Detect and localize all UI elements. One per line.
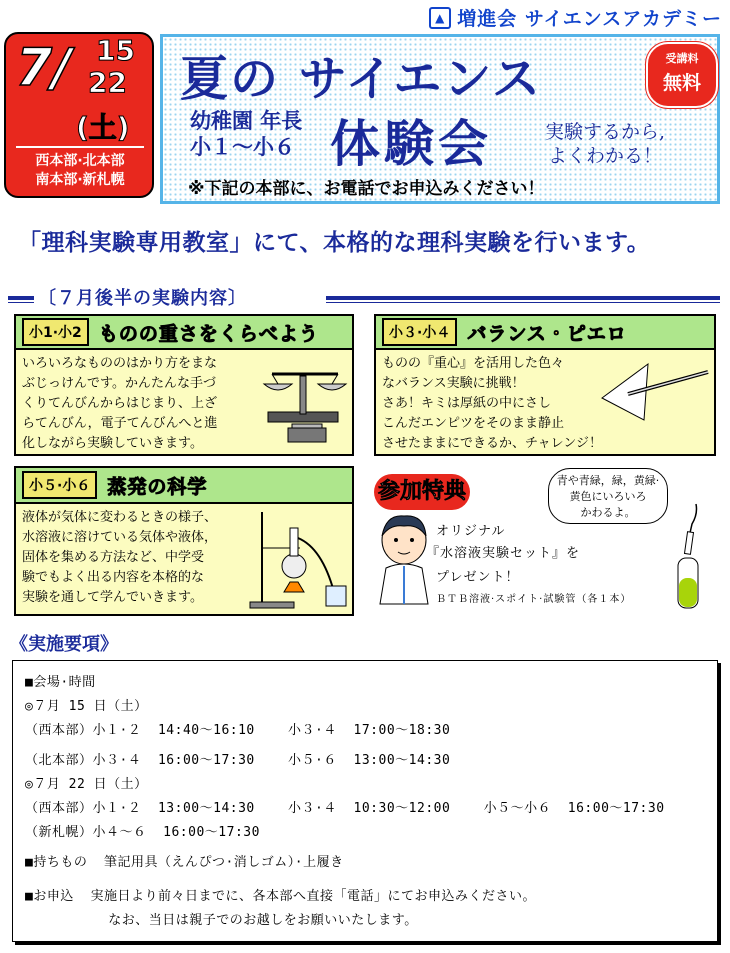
event-title-sub: 体験会 <box>330 115 492 173</box>
card-3-line: 水溶液に溶けている気体や液体， <box>22 530 218 545</box>
bonus-line-2: 『水溶液実験セット』を <box>426 546 581 561</box>
card-2-header <box>376 316 714 350</box>
summary-box <box>12 660 718 942</box>
card-3-line: 験でもよく出る内容を本格的な <box>22 570 205 585</box>
experiment-card-2 <box>374 314 716 456</box>
branch-line-2: 南本部·新札幌 <box>35 172 125 188</box>
summary-line: ■お申込 実施日より前々日までに、各本部へ直接「電話」にてお申込みください。 <box>25 889 536 904</box>
fee-value: 無料 <box>662 72 701 94</box>
org-name-text: 増進会 サイエンスアカデミー <box>457 8 722 30</box>
apply-note: ※下記の本部に、お電話でお申込みください！ <box>188 179 545 199</box>
section-rule-left-thin <box>8 302 34 303</box>
bubble-line: 黄色にいろいろ <box>569 490 647 503</box>
card-3-text <box>22 508 217 608</box>
org-logo-icon: ▲ <box>429 7 451 29</box>
test-tube-dropper-icon <box>668 502 708 614</box>
card-3-line: 実験を通して学んでいきます。 <box>22 590 203 605</box>
card-1-grade: 小1·小2 <box>22 318 89 346</box>
org-name <box>429 4 722 31</box>
bonus-badge: 参加特典 <box>374 474 470 510</box>
target-grades <box>190 108 302 160</box>
card-1-line: くりてんびんからはじまり、上ざ <box>22 396 218 411</box>
summary-line: なお、当日は親子でのお越しをお願いいたします。 <box>25 913 418 928</box>
section-rule-left <box>8 296 34 300</box>
summary-line: （新札幌）小４～６ 16:00～17:30 <box>25 825 260 840</box>
catch-line-1: 実験するから, <box>545 121 666 143</box>
card-3-header <box>16 468 352 504</box>
summary-line: ◎７月 15 日（土） <box>25 699 148 714</box>
card-1-body <box>16 350 352 454</box>
card-2-body <box>376 350 714 454</box>
date-weekday: (土) <box>76 111 130 144</box>
card-3-line: 液体が気体に変わるときの様子、 <box>22 510 218 525</box>
summary-line: （西本部）小１·２ 13:00～14:30 小３·４ 10:30～12:00 小５～小６ 16:00～17:30 <box>25 801 665 816</box>
summary-line: ■会場·時間 <box>25 675 96 690</box>
speech-bubble <box>548 468 668 524</box>
date-day-1: 15 <box>96 34 135 67</box>
date-day-2: 22 <box>88 66 127 99</box>
event-title-main: 夏の サイエンス <box>180 51 542 107</box>
catch-copy <box>545 120 665 168</box>
card-2-line: なバランス実験に挑戦！ <box>382 376 525 391</box>
card-3-line: 固体を集める方法など、中学受 <box>22 550 205 565</box>
summary-line: ■持ちもの 筆記用具（えんぴつ·消しゴム）·上履き <box>25 855 344 870</box>
fee-badge <box>646 42 718 108</box>
fee-label: 受講料 <box>665 52 699 65</box>
bubble-line: 青や青緑，緑，黄緑· <box>556 474 660 487</box>
catch-line-2: よくわかる！ <box>548 145 663 167</box>
card-1-line: 化しながら実験していきます。 <box>22 436 203 451</box>
grade-line-2: 小１～小６ <box>190 135 295 159</box>
card-3-body <box>16 504 352 614</box>
section-title: 〔７月後半の実験内容〕 <box>38 288 247 309</box>
card-1-title: ものの重さをくらべよう <box>98 322 319 345</box>
distillation-apparatus-icon <box>242 508 350 612</box>
balance-pencil-icon <box>598 358 712 438</box>
grade-line-1: 幼稚園 年長 <box>190 109 303 133</box>
card-2-line: させたままにできるか、チャレンジ！ <box>382 436 602 451</box>
section-rule-right <box>326 296 720 300</box>
card-1-line: ぶじっけんです。かんたんな手づ <box>22 376 216 391</box>
tagline: 「理科実験専用教室」にて、本格的な理科実験を行います。 <box>18 230 651 256</box>
card-1-line: いろいろなもののはかり方をまな <box>22 356 218 371</box>
card-2-line: ものの『重心』を活用した色々 <box>382 356 565 371</box>
card-1-header <box>16 316 352 350</box>
card-3-grade: 小５·小６ <box>22 471 97 499</box>
experiment-card-3 <box>14 466 354 616</box>
summary-line: （北本部）小３·４ 16:00～17:30 小５·６ 13:00～14:30 <box>25 753 451 768</box>
card-2-text <box>382 354 602 454</box>
card-1-text <box>22 354 217 454</box>
card-2-line: さあ！キミは厚紙の中にさし <box>382 396 552 411</box>
bonus-line-4: ＢＴＢ溶液·スポイト·試験管（各１本） <box>436 594 632 605</box>
date-divider <box>16 146 144 148</box>
bubble-line: かわるよ。 <box>580 506 636 519</box>
bonus-line-3: プレゼント！ <box>436 570 520 585</box>
branch-line-1: 西本部·北本部 <box>35 153 125 169</box>
card-3-title: 蒸発の科学 <box>107 475 208 498</box>
date-month: 7/ <box>16 38 72 98</box>
balance-scale-icon <box>258 354 350 450</box>
card-2-title: バランス・ピエロ <box>467 322 627 345</box>
experiment-card-1 <box>14 314 354 456</box>
bonus-line-1: オリジナル <box>436 524 506 539</box>
card-1-line: らてんびん，電子てんびんへと進 <box>22 416 218 431</box>
scientist-boy-illustration <box>374 514 434 606</box>
card-2-grade: 小３·小４ <box>382 318 457 346</box>
section-rule-right-thin <box>326 302 720 303</box>
branch-list <box>12 152 148 190</box>
date-box <box>4 32 154 198</box>
card-2-line: こんだエンピツをそのまま静止 <box>382 416 565 431</box>
summary-title: 《実施要項》 <box>10 634 118 655</box>
summary-line: ◎７月 22 日（土） <box>25 777 148 792</box>
summary-line: （西本部）小１·２ 14:40～16:10 小３·４ 17:00～18:30 <box>25 723 451 738</box>
